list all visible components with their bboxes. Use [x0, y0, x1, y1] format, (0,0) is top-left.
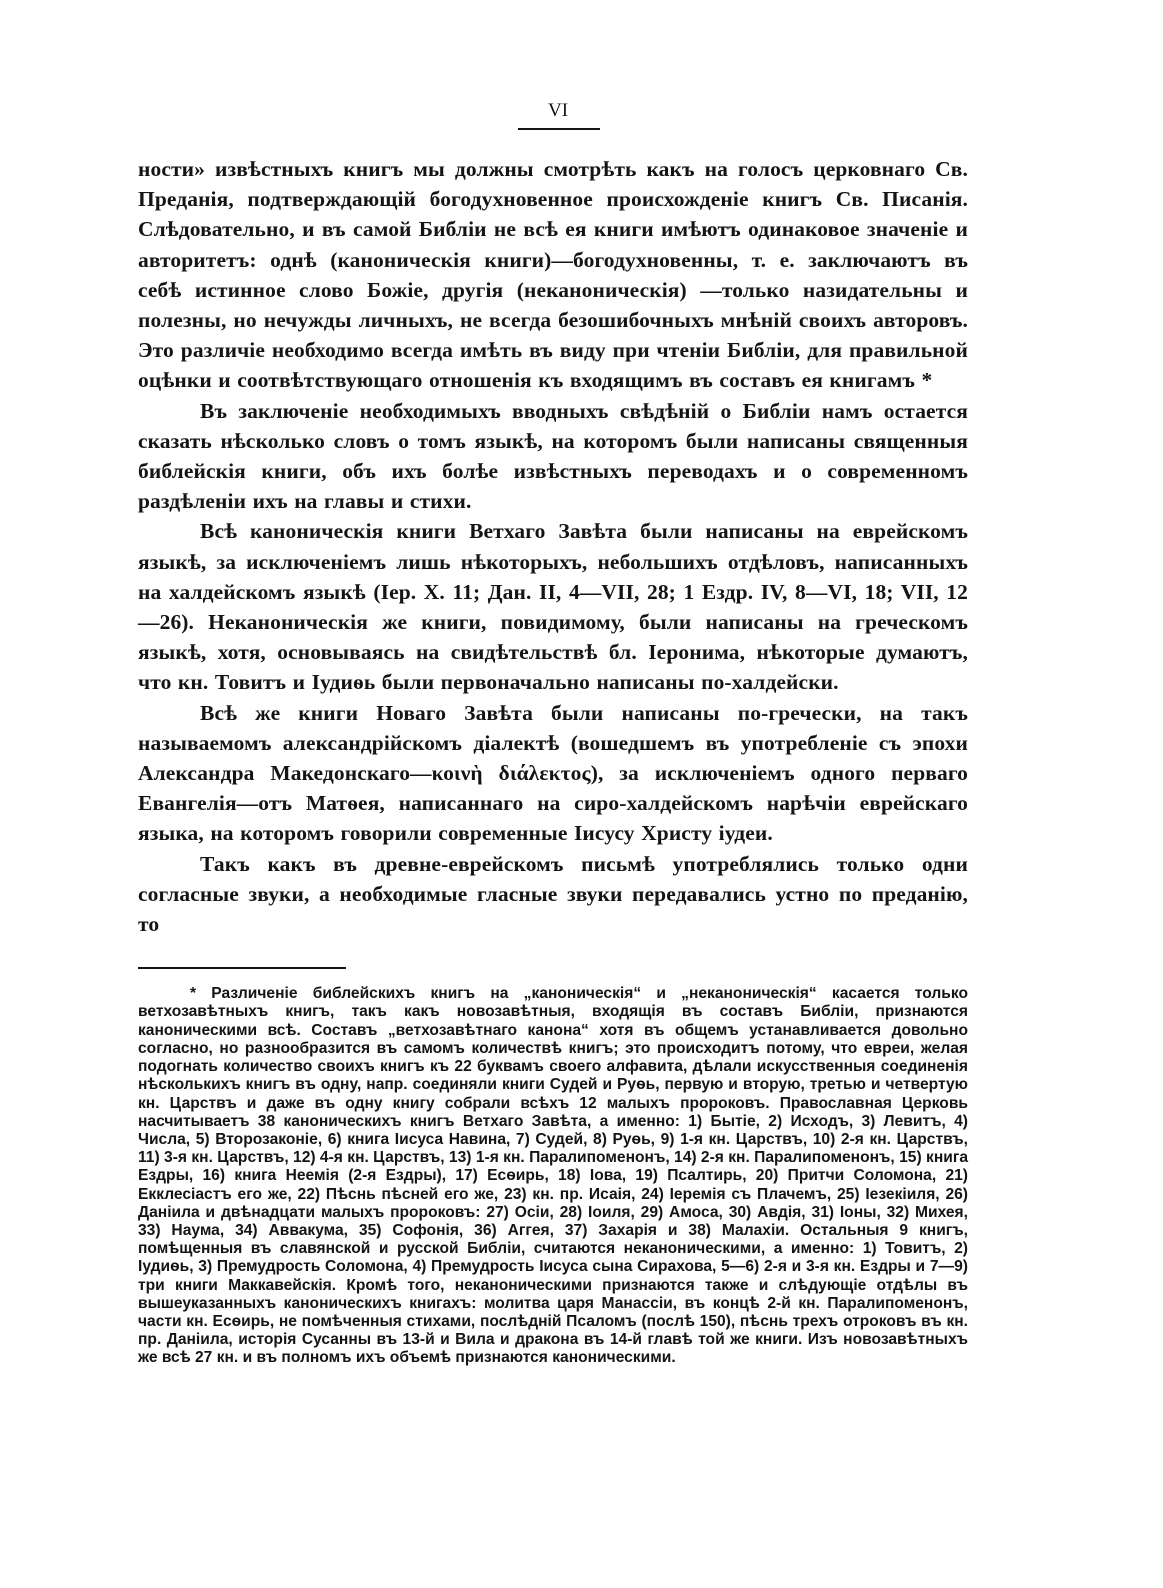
paragraph-language-intro: Въ заключеніе необходимыхъ вводныхъ свѣдѣній о Библіи намъ остается сказать нѣсколько словъ о томъ языкѣ, на которомъ были написаны священныя библейскія книги, объ ихъ болѣе извѣстныхъ переводахъ и о современномъ раздѣленіи ихъ на главы и стихи. — [138, 398, 968, 514]
paragraph-new-testament-language: Всѣ же книги Новаго Завѣта были написаны по-гречески, на такъ называемомъ александрійскомъ діалектѣ (вошедшемъ въ употребленіе съ эпохи Александра Македонскаго—κοινὴ διάλεκτος), за исключеніемъ одного перваго Евангелія—отъ Матѳея, написаннаго на сиро-халдейскомъ нарѣчіи еврейскаго языка, на которомъ говорили современные Іисусу Христу іудеи. — [138, 700, 968, 846]
book-page — [138, 98, 968, 1368]
paragraph-old-testament-language: Всѣ каноническія книги Ветхаго Завѣта были написаны на еврейскомъ языкѣ, за исключеніемъ лишь нѣкоторыхъ, небольшихъ отдѣловъ, написанныхъ на халдейскомъ языкѣ (Іер. X. 11; Дан. II, 4—VII, 28; 1 Ездр. IV, 8—VI, 18; VII, 12—26). Неканоническія же книги, повидимому, были написаны на греческомъ языкѣ, хотя, основываясь на свидѣтельствѣ бл. Іеронима, нѣкоторые думаютъ, что кн. Товитъ и Іудиѳь были первоначально написаны по-халдейски. — [138, 519, 968, 695]
page-number: VI — [547, 100, 569, 121]
footnote-separator — [138, 967, 346, 969]
page-number-underline — [518, 128, 600, 130]
paragraph-hebrew-writing: Такъ какъ въ древне-еврейскомъ письмѣ употреблялись только одни согласные звуки, а необходимые гласные звуки передавались устно по преданію, то — [138, 851, 968, 937]
footnote: * Различеніе библейскихъ книгъ на „каноническія“ и „неканоническія“ касается только ветхозавѣтныхъ книгъ, такъ какъ новозавѣтныя, входящія въ составъ Библіи, признаются каноническими всѣ. Составъ „ветхозавѣтнаго канона“ хотя въ общемъ устанавливается довольно согласно, но разнообразится въ самомъ количествѣ книгъ; это происходитъ потому, что евреи, желая подогнать количество своихъ книгъ къ 22 буквамъ своего алфавита, дѣлали искусственныя соединенія нѣсколькихъ книгъ въ одну, напр. соединяли книги Судей и Руѳь, первую и вторую, третью и четвертую кн. Царствъ и даже въ одну книгу собрали всѣхъ 12 малыхъ пророковъ. Православная Церковь насчитываетъ 38 каноническихъ книгъ Ветхаго Завѣта, а именно: 1) Бытіе, 2) Исходъ, 3) Левитъ, 4) Числа, 5) Второзаконіе, 6) книга Іисуса Навина, 7) Судей, 8) Руѳь, 9) 1-я кн. Царствъ, 10) 2-я кн. Царствъ, 11) 3-я кн. Царствъ, 12) 4-я кн. Царствъ, 13) 1-я кн. Паралипоменонъ, 14) 2-я кн. Паралипоменонъ, 15) книга Ездры, 16) книга Неемія (2-я Ездры), 17) Есѳирь, 18) Іова, 19) Псалтирь, 20) Притчи Соломона, 21) Екклесіастъ его же, 22) Пѣснь пѣсней его же, 23) кн. пр. Исаія, 24) Іеремія съ Плачемъ, 25) Іезекіиля, 26) Даніила и двѣнадцати малыхъ пророковъ: 27) Осіи, 28) Іоиля, 29) Амоса, 30) Авдія, 31) Іоны, 32) Михея, 33) Наума, 34) Аввакума, 35) Софонія, 36) Аггея, 37) Захарія и 38) Малахіи. Остальныя 9 книгъ, помѣщенныя въ славянской и русской Библіи, считаются неканоническими, а именно: 1) Товитъ, 2) Іудиѳь, 3) Премудрость Соломона, 4) Премудрость Іисуса сына Сирахова, 5—6) 2-я и 3-я кн. Ездры и 7—9) три книги Маккавейскія. Кромѣ того, неканоническими признаются также и слѣдующіе отдѣлы въ вышеуказанныхъ каноническихъ книгахъ: молитва царя Манассіи, въ концѣ 2-й кн. Паралипоменонъ, части кн. Есѳирь, не помѣченныя стихами, послѣдній Псаломъ (послѣ 150), пѣснь трехъ отроковъ въ кн. пр. Даніила, исторія Сусанны въ 13-й и Вила и дракона въ 14-й главѣ той же книги. Изъ новозавѣтныхъ же всѣ 27 кн. и въ полномъ ихъ объемѣ признаются каноническими. — [138, 985, 968, 1367]
paragraph-canonical-authority: ности» извѣстныхъ книгъ мы должны смотрѣть какъ на голосъ церковнаго Св. Преданія, подтверждающій богодухновенное происхожденіе книгъ Св. Писанія. Слѣдовательно, и въ самой Библіи не всѣ ея книги имѣютъ одинаковое значеніе и авторитетъ: однѣ (каноническія книги)—богодухновенны, т. е. заключаютъ въ себѣ истинное слово Божіе, другія (неканоническія) —только назидательны и полезны, но нечужды личныхъ, не всегда безошибочныхъ мнѣній своихъ авторовъ. Это различіе необходимо всегда имѣть въ виду при чтеніи Библіи, для правильной оцѣнки и соотвѣтствующаго отношенія къ входящимъ въ составъ ея книгамъ * — [138, 157, 968, 393]
main-text — [138, 154, 968, 939]
